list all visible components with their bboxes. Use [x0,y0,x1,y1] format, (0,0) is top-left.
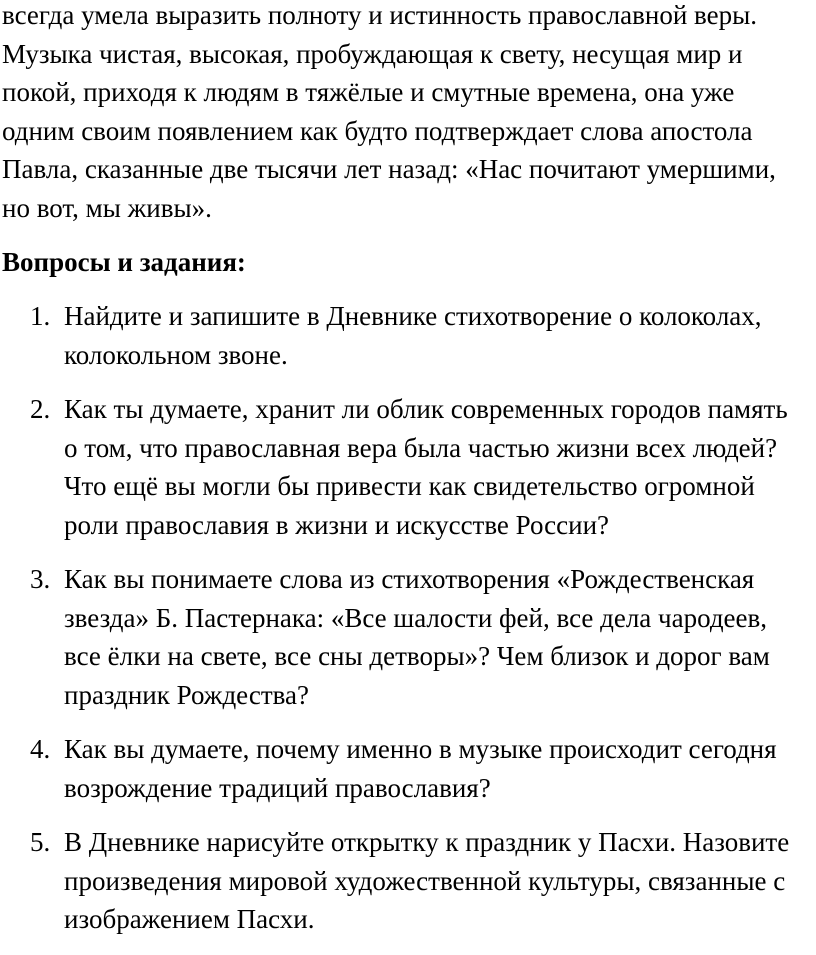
intro-line: покой, приходя к людям в тяжёлые и смутные времена, она уже [2,77,735,107]
intro-line: одним своим появлением как будто подтверждает слова апостола [2,115,753,146]
question-item-2 [0,390,816,544]
question-line: возрождение традиций православия? [64,772,491,803]
question-item-4 [0,730,816,807]
questions-list [0,297,816,955]
question-line: роли православия в жизни и искусстве России? [64,509,610,540]
question-number: 3. [30,564,51,594]
question-line: Как ты думаете, хранит ли облик современных городов память [64,394,788,424]
question-line: Как вы думаете, почему именно в музыке происходит сегодня [64,734,777,764]
question-item-1 [0,297,816,374]
question-number: 5. [30,827,51,857]
question-number: 4. [30,734,51,764]
question-number: 1. [30,301,51,331]
question-line: изображением Пасхи. [64,904,315,934]
question-line: о том, что православная вера была частью жизни всех людей? [64,432,778,463]
question-line: В Дневнике нарисуйте открытку к праздник у Пасхи. Назовите [64,827,790,857]
question-line: Найдите и запишите в Дневнике стихотворение о колоколах, [64,301,762,331]
section-heading: Вопросы и задания: [2,247,246,277]
question-line: Как вы понимаете слова из стихотворения «Рождественская [64,564,755,594]
intro-line: Павла, сказанные две тысячи лет назад: «Нас почитают умершими, [2,154,776,184]
question-line: произведения мировой художественной культуры, связанные с [64,865,786,896]
question-line: праздник Рождества? [64,679,309,710]
question-line: Что ещё вы могли бы привести как свидетельство огромной [64,471,755,501]
question-item-3 [0,560,816,714]
question-number: 2. [30,394,51,424]
intro-paragraph [2,0,814,227]
question-line: звезда» Б. Пастернака: «Все шалости фей, все дела чародеев, [64,602,768,633]
intro-line: Музыка чистая, высокая, пробуждающая к свету, несущая мир и [2,38,743,69]
intro-line: но вот, мы живы». [2,192,212,223]
question-line: все ёлки на свете, все сны детворы»? Чем близок и дорог вам [64,641,770,671]
intro-line: всегда умела выразить полноту и истинность православной веры. [2,0,757,30]
question-line: колокольном звоне. [64,339,288,370]
question-item-5 [0,823,816,939]
